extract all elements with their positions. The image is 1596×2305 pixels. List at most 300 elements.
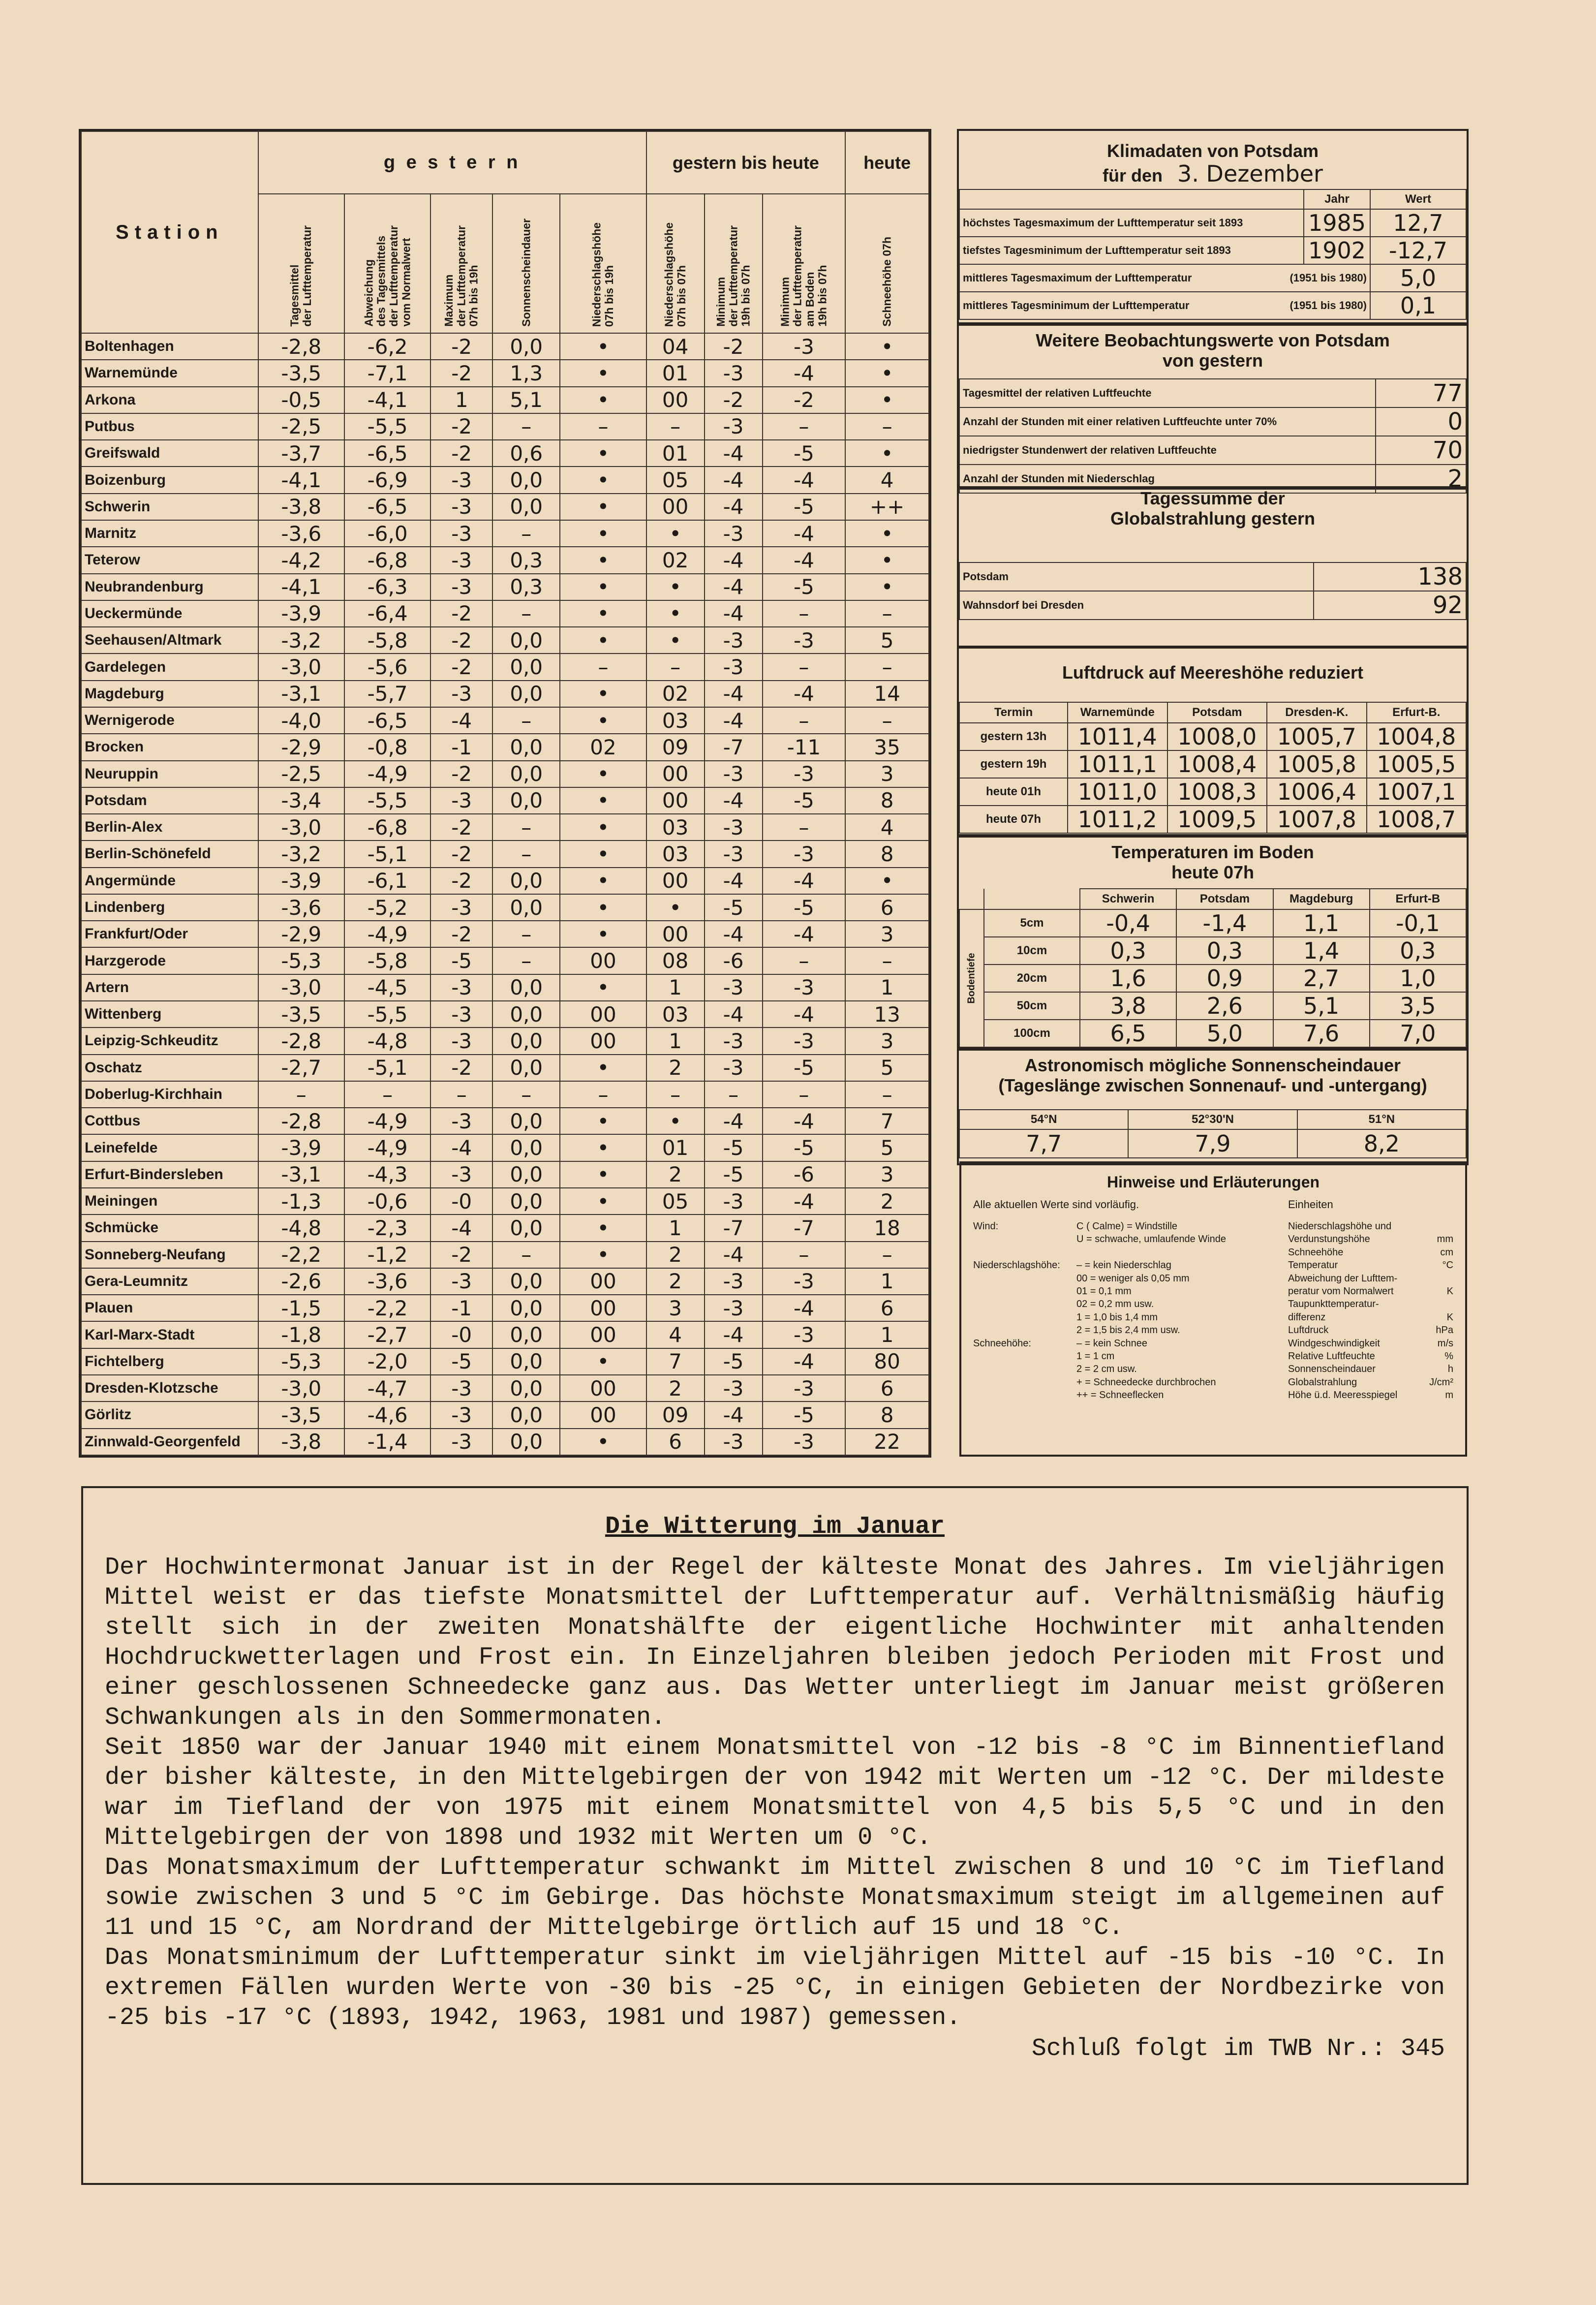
- station-value: -3: [705, 1055, 763, 1081]
- station-value: –: [492, 600, 560, 627]
- station-name: Brocken: [81, 734, 258, 760]
- station-value: -5,1: [344, 1055, 430, 1081]
- station-value: 1: [646, 1028, 705, 1054]
- station-name: Sonneberg-Neufang: [81, 1242, 258, 1268]
- station-name: Magdeburg: [81, 681, 258, 707]
- station-value: -5,7: [344, 681, 430, 707]
- station-value: 5: [845, 627, 929, 654]
- station-name: Warnemünde: [81, 360, 258, 386]
- klima-label: mittleres Tagesminimum der Lufttemperatur: [963, 299, 1190, 311]
- station-row: [81, 1215, 929, 1241]
- station-name: Berlin-Schönefeld: [81, 841, 258, 867]
- unit-line: Taupunkttemperatur-: [1288, 1299, 1379, 1310]
- station-value: -2,0: [344, 1348, 430, 1375]
- klima-row: [959, 237, 1466, 264]
- station-value: -3: [705, 654, 763, 680]
- station-value: -5: [763, 894, 846, 921]
- station-value: 1: [430, 387, 492, 413]
- legend-line: U = schwache, umlaufende Winde: [1076, 1234, 1227, 1245]
- unit-line: Windgeschwindigkeit m/s: [1288, 1338, 1453, 1349]
- station-name: Frankfurt/Oder: [81, 921, 258, 947]
- col-jahr: Jahr: [1304, 189, 1370, 209]
- station-value: -5: [705, 1161, 763, 1188]
- station-value: 00: [646, 761, 705, 787]
- station-value: -4: [705, 707, 763, 734]
- station-value: 3: [845, 921, 929, 947]
- station-value: 0,0: [492, 681, 560, 707]
- station-value: 0,0: [492, 761, 560, 787]
- station-value: -4: [763, 1108, 846, 1134]
- station-name: Arkona: [81, 387, 258, 413]
- station-value: -2: [763, 387, 846, 413]
- station-rows: [81, 333, 929, 1455]
- bt-depth: 100cm: [984, 1020, 1080, 1047]
- bt-value: 0,3: [1080, 937, 1176, 965]
- unit-line: Abweichung der Lufttem-: [1288, 1273, 1398, 1284]
- ld-value: 1008,4: [1167, 750, 1267, 778]
- bodentiefe-label-cell: [959, 909, 984, 1047]
- station-value: •: [560, 387, 646, 413]
- station-name: Zinnwald-Georgenfeld: [81, 1429, 258, 1455]
- station-value: –: [492, 413, 560, 440]
- station-value: 6: [845, 894, 929, 921]
- column-header: Sonnenscheindauer: [492, 194, 560, 333]
- bt-value: -0,1: [1370, 909, 1466, 937]
- station-value: 2: [646, 1161, 705, 1188]
- station-value: 1,3: [492, 360, 560, 386]
- hinweise-units: [1288, 1220, 1453, 1402]
- station-value: -3: [763, 761, 846, 787]
- ld-value: 1011,1: [1068, 750, 1167, 778]
- global-label: Wahnsdorf bei Dresden: [959, 591, 1314, 620]
- station-value: •: [560, 921, 646, 947]
- station-value: ++: [845, 494, 929, 520]
- station-value: -5: [763, 494, 846, 520]
- station-value: •: [560, 467, 646, 493]
- station-row: [81, 1295, 929, 1321]
- klimadaten-panel: [957, 129, 1469, 326]
- station-value: -4,3: [344, 1161, 430, 1188]
- station-value: 02: [646, 547, 705, 573]
- station-value: -2,8: [258, 1028, 344, 1054]
- station-value: -2,2: [344, 1295, 430, 1321]
- station-value: 0,0: [492, 1375, 560, 1402]
- station-value: -6,3: [344, 574, 430, 600]
- unit-line: Relative Luftfeuchte %: [1288, 1350, 1453, 1362]
- station-value: -4: [763, 681, 846, 707]
- ss-value: 7,9: [1128, 1129, 1297, 1158]
- station-value: 0,0: [492, 467, 560, 493]
- unit-line: Luftdruck hPa: [1288, 1325, 1453, 1336]
- station-name: Seehausen/Altmark: [81, 627, 258, 654]
- bt-header: Erfurt-B: [1370, 889, 1466, 909]
- bt-value: 1,1: [1273, 909, 1370, 937]
- station-value: -2,5: [258, 761, 344, 787]
- klima-jahr: 1902: [1304, 237, 1370, 264]
- station-value: -3,6: [258, 894, 344, 921]
- station-value: •: [560, 1055, 646, 1081]
- station-row: [81, 761, 929, 787]
- station-value: 00: [646, 921, 705, 947]
- station-value: –: [763, 1242, 846, 1268]
- station-value: 00: [560, 947, 646, 974]
- bt-value: 6,5: [1080, 1020, 1176, 1047]
- station-value: -1,4: [344, 1429, 430, 1455]
- ld-header: Potsdam: [1167, 702, 1267, 723]
- station-name: Lindenberg: [81, 894, 258, 921]
- beob-value: 2: [1376, 465, 1466, 493]
- column-header: Schneehöhe 07h: [845, 194, 929, 333]
- col-wert: Wert: [1370, 189, 1466, 209]
- ld-header: Dresden-K.: [1267, 702, 1367, 723]
- station-value: -3: [763, 627, 846, 654]
- station-value: 00: [646, 494, 705, 520]
- station-value: –: [344, 1081, 430, 1108]
- station-value: 80: [845, 1348, 929, 1375]
- station-name: Leipzig-Schkeuditz: [81, 1028, 258, 1054]
- station-value: -5: [763, 1134, 846, 1161]
- station-value: –: [763, 707, 846, 734]
- bt-header: Schwerin: [1080, 889, 1176, 909]
- station-value: 6: [845, 1375, 929, 1402]
- sonnenschein-title: Astronomisch mögliche Sonnenscheindauer (Tageslänge zwischen Sonnenauf- und -untergang): [998, 1055, 1427, 1096]
- station-value: -6,9: [344, 467, 430, 493]
- station-value: -2,9: [258, 921, 344, 947]
- station-value: –: [763, 947, 846, 974]
- global-label: Potsdam: [959, 562, 1314, 591]
- station-value: 00: [560, 1321, 646, 1348]
- station-value: -3: [705, 761, 763, 787]
- station-value: -3: [430, 1375, 492, 1402]
- bt-value: 1,0: [1370, 965, 1466, 992]
- legend-line: 1 = 1 cm: [1076, 1350, 1115, 1362]
- klima-label: höchstes Tagesmaximum der Lufttemperatur seit 1893: [959, 209, 1304, 237]
- klima-wert: 5,0: [1370, 264, 1466, 292]
- station-value: 0,0: [492, 1161, 560, 1188]
- unit-line: Temperatur °C: [1288, 1260, 1453, 1271]
- bt-value: 7,6: [1273, 1020, 1370, 1047]
- station-value: 1: [646, 974, 705, 1001]
- bt-depth: 5cm: [984, 909, 1080, 937]
- station-value: -3: [763, 1375, 846, 1402]
- station-row: [81, 814, 929, 841]
- bodentemp-panel: [957, 834, 1469, 1051]
- station-value: -1: [430, 734, 492, 760]
- station-value: 01: [646, 440, 705, 467]
- hinweise-title: Hinweise und Erläuterungen: [1106, 1173, 1320, 1191]
- station-value: -4: [705, 494, 763, 520]
- station-value: -3: [430, 574, 492, 600]
- station-value: -4: [763, 1188, 846, 1215]
- station-name: Dresden-Klotzsche: [81, 1375, 258, 1402]
- group-header-heute: heute: [845, 131, 929, 194]
- station-value: •: [845, 360, 929, 386]
- station-value: -2: [430, 814, 492, 841]
- station-value: -3,2: [258, 841, 344, 867]
- station-value: 0,0: [492, 1108, 560, 1134]
- station-value: -3: [763, 1429, 846, 1455]
- station-value: 5,1: [492, 387, 560, 413]
- legend-line: ++ = Schneeflecken: [1076, 1390, 1164, 1401]
- station-value: -5,5: [344, 413, 430, 440]
- station-value: 00: [646, 387, 705, 413]
- station-value: -3: [430, 787, 492, 814]
- station-row: [81, 1161, 929, 1188]
- station-value: 7: [845, 1108, 929, 1134]
- station-value: -5,6: [344, 654, 430, 680]
- station-value: -2: [430, 333, 492, 360]
- station-value: -5: [763, 1055, 846, 1081]
- station-value: –: [492, 707, 560, 734]
- station-value: •: [560, 761, 646, 787]
- station-name: Putbus: [81, 413, 258, 440]
- station-value: -5,5: [344, 787, 430, 814]
- station-value: -3,9: [258, 600, 344, 627]
- station-value: -3,1: [258, 681, 344, 707]
- station-value: -4: [763, 547, 846, 573]
- station-value: -3: [705, 1268, 763, 1295]
- bt-value: 0,3: [1370, 937, 1466, 965]
- station-value: -4,6: [344, 1402, 430, 1428]
- station-value: 3: [845, 1028, 929, 1054]
- station-value: -4: [430, 1134, 492, 1161]
- station-value: -6,8: [344, 814, 430, 841]
- station-value: •: [845, 440, 929, 467]
- bt-depth: 10cm: [984, 937, 1080, 965]
- station-value: -4,8: [258, 1215, 344, 1241]
- station-value: -2: [430, 600, 492, 627]
- station-value: -2: [705, 333, 763, 360]
- station-value: 0,0: [492, 1134, 560, 1161]
- legend-line: Wind: C ( Calme) = Windstille: [973, 1221, 1178, 1232]
- station-value: •: [560, 1134, 646, 1161]
- unit-line: Niederschlagshöhe und: [1288, 1221, 1392, 1232]
- station-value: •: [845, 547, 929, 573]
- station-value: -6,5: [344, 440, 430, 467]
- station-value: 05: [646, 467, 705, 493]
- station-value: 0,0: [492, 1028, 560, 1054]
- station-value: -2: [430, 868, 492, 894]
- station-value: -0: [430, 1321, 492, 1348]
- station-value: •: [560, 627, 646, 654]
- bodentiefe-label: Bodentiefe: [966, 953, 977, 1004]
- station-value: -5: [430, 947, 492, 974]
- station-value: -3: [430, 1268, 492, 1295]
- ss-header: 54°N: [959, 1110, 1128, 1129]
- station-value: 5: [845, 1055, 929, 1081]
- station-value: 35: [845, 734, 929, 760]
- station-row: [81, 440, 929, 467]
- station-value: 8: [845, 1402, 929, 1428]
- station-row: [81, 627, 929, 654]
- station-row: [81, 1268, 929, 1295]
- station-value: -4: [430, 707, 492, 734]
- station-value: 2: [646, 1375, 705, 1402]
- ld-value: 1011,2: [1068, 806, 1167, 833]
- station-value: –: [560, 654, 646, 680]
- station-value: -4: [430, 1215, 492, 1241]
- station-value: -4: [763, 868, 846, 894]
- station-value: •: [560, 894, 646, 921]
- station-value: –: [705, 1081, 763, 1108]
- station-value: -3: [705, 841, 763, 867]
- station-value: -3: [763, 333, 846, 360]
- station-value: -3,0: [258, 814, 344, 841]
- station-value: -11: [763, 734, 846, 760]
- station-row: [81, 413, 929, 440]
- station-name: Oschatz: [81, 1055, 258, 1081]
- station-value: -4: [705, 1321, 763, 1348]
- station-value: -5,2: [344, 894, 430, 921]
- ld-value: 1011,4: [1068, 723, 1167, 750]
- column-header: Minimum der Lufttemperatur am Boden 19h bis 07h: [763, 194, 846, 333]
- station-value: –: [646, 1081, 705, 1108]
- station-value: -6,2: [344, 333, 430, 360]
- station-value: 18: [845, 1215, 929, 1241]
- station-value: 8: [845, 841, 929, 867]
- station-value: -0,6: [344, 1188, 430, 1215]
- station-value: 0,0: [492, 734, 560, 760]
- ld-value: 1007,8: [1267, 806, 1367, 833]
- station-value: •: [845, 520, 929, 547]
- station-name: Plauen: [81, 1295, 258, 1321]
- globalstrahlung-panel: [957, 486, 1469, 649]
- station-value: -3: [763, 841, 846, 867]
- legend-line: Schneehöhe: – = kein Schnee: [973, 1338, 1147, 1349]
- station-value: •: [560, 681, 646, 707]
- article-paragraph: Der Hochwintermonat Januar ist in der Regel der kälteste Monat des Jahres. Im vieljährigen Mittel weist er das tiefste Monatsmittel der Lufttemperatur auf. Verhältnismäßig häufig stellt sich in der zweiten Monatshälfte der eigentliche Hochwinter mit anhaltenden Hochdruckwetterlagen und Frost ein. In Einzeljahren bleiben jedoch Perioden mit Frost und einer geschlossenen Schneedecke ganz aus. Das Wetter unterliegt im Januar meist größeren Schwankungen als in den Sommermonaten.: [105, 1554, 1445, 1732]
- station-value: 0,3: [492, 547, 560, 573]
- station-value: -2: [430, 413, 492, 440]
- bt-header: Potsdam: [1176, 889, 1273, 909]
- station-value: •: [646, 627, 705, 654]
- station-value: -4: [763, 1001, 846, 1028]
- station-value: -3: [705, 1188, 763, 1215]
- unit-line: peratur vom Normalwert K: [1288, 1285, 1453, 1297]
- station-value: 2: [646, 1242, 705, 1268]
- station-value: -3,7: [258, 440, 344, 467]
- klima-wert: 12,7: [1370, 209, 1466, 237]
- station-name: Harzgerode: [81, 947, 258, 974]
- station-name: Berlin-Alex: [81, 814, 258, 841]
- ld-termin: heute 07h: [959, 806, 1068, 833]
- station-value: –: [845, 654, 929, 680]
- station-value: -7: [705, 734, 763, 760]
- station-value: 09: [646, 734, 705, 760]
- station-value: 0,0: [492, 787, 560, 814]
- klima-label: tiefstes Tagesminimum der Lufttemperatur seit 1893: [959, 237, 1304, 264]
- station-value: 1: [845, 1268, 929, 1295]
- station-value: -3: [705, 413, 763, 440]
- station-value: -5: [705, 1134, 763, 1161]
- station-value: -0: [430, 1188, 492, 1215]
- station-value: -6,4: [344, 600, 430, 627]
- beob-label: Anzahl der Stunden mit Niederschlag: [959, 465, 1376, 493]
- station-value: -4,1: [344, 387, 430, 413]
- station-value: -4: [705, 1402, 763, 1428]
- station-row: [81, 681, 929, 707]
- station-value: 3: [646, 1295, 705, 1321]
- station-value: 02: [646, 681, 705, 707]
- station-value: –: [560, 1081, 646, 1108]
- ss-header: 51°N: [1297, 1110, 1466, 1129]
- station-value: -3: [763, 1321, 846, 1348]
- station-row: [81, 547, 929, 573]
- legend-line: Niederschlagshöhe: – = kein Niederschlag: [973, 1260, 1171, 1271]
- station-value: -4: [705, 600, 763, 627]
- station-row: [81, 1108, 929, 1134]
- station-value: •: [845, 574, 929, 600]
- station-name: Angermünde: [81, 868, 258, 894]
- station-value: 3: [845, 1161, 929, 1188]
- station-name: Doberlug-Kirchhain: [81, 1081, 258, 1108]
- station-value: –: [646, 413, 705, 440]
- station-value: -6,1: [344, 868, 430, 894]
- station-value: •: [845, 868, 929, 894]
- station-value: •: [560, 1188, 646, 1215]
- article-paragraph: Das Monatsminimum der Lufttemperatur sinkt im vieljährigen Mittel auf -15 bis -10 °C. In extremen Fällen wurden Werte von -30 bis -25 °C, in einigen Gebieten der Nordbezirke von -25 bis -17 °C (1893, 1942, 1963, 1981 und 1987) gemessen.: [105, 1944, 1445, 2032]
- station-value: -4: [705, 787, 763, 814]
- station-value: 2: [646, 1055, 705, 1081]
- station-value: 7: [646, 1348, 705, 1375]
- station-value: 0,0: [492, 1188, 560, 1215]
- station-value: -3,0: [258, 654, 344, 680]
- station-value: -5,5: [344, 1001, 430, 1028]
- legend-line: + = Schneedecke durchbrochen: [1076, 1376, 1216, 1388]
- station-value: -4: [705, 1108, 763, 1134]
- station-value: -4,0: [258, 707, 344, 734]
- bt-value: -0,4: [1080, 909, 1176, 937]
- station-value: 4: [845, 814, 929, 841]
- station-value: -1,2: [344, 1242, 430, 1268]
- bt-value: 1,6: [1080, 965, 1176, 992]
- station-row: [81, 360, 929, 386]
- station-value: -6,0: [344, 520, 430, 547]
- station-value: –: [845, 1081, 929, 1108]
- station-value: •: [560, 787, 646, 814]
- station-value: –: [492, 921, 560, 947]
- station-value: -3,9: [258, 868, 344, 894]
- station-row: [81, 787, 929, 814]
- station-name: Erfurt-Bindersleben: [81, 1161, 258, 1188]
- legend-line: 2 = 2 cm usw.: [1076, 1364, 1137, 1375]
- beobachtung-panel: [957, 322, 1469, 493]
- station-value: 01: [646, 1134, 705, 1161]
- station-row: [81, 494, 929, 520]
- station-name: Wernigerode: [81, 707, 258, 734]
- station-value: -4: [705, 868, 763, 894]
- ss-value: 7,7: [959, 1129, 1128, 1158]
- station-value: 00: [560, 1268, 646, 1295]
- klima-label: mittleres Tagesmaximum der Lufttemperatur: [963, 272, 1192, 284]
- bodentemp-title: Temperaturen im Boden heute 07h: [1111, 842, 1314, 883]
- station-value: 0,0: [492, 868, 560, 894]
- hinweise-intro: Alle aktuellen Werte sind vorläufig.: [973, 1198, 1139, 1211]
- beob-label: Anzahl der Stunden mit einer relativen Luftfeuchte unter 70%: [959, 407, 1376, 436]
- station-value: –: [845, 1242, 929, 1268]
- station-value: •: [560, 974, 646, 1001]
- beob-value: 77: [1376, 379, 1466, 407]
- station-value: -2,3: [344, 1215, 430, 1241]
- station-value: 00: [646, 868, 705, 894]
- station-value: 02: [560, 734, 646, 760]
- station-value: -4,9: [344, 761, 430, 787]
- ss-value: 8,2: [1297, 1129, 1466, 1158]
- station-value: -3: [430, 1429, 492, 1455]
- bt-value: 2,7: [1273, 965, 1370, 992]
- sonnenschein-panel: [957, 1047, 1469, 1165]
- station-value: -3,6: [258, 520, 344, 547]
